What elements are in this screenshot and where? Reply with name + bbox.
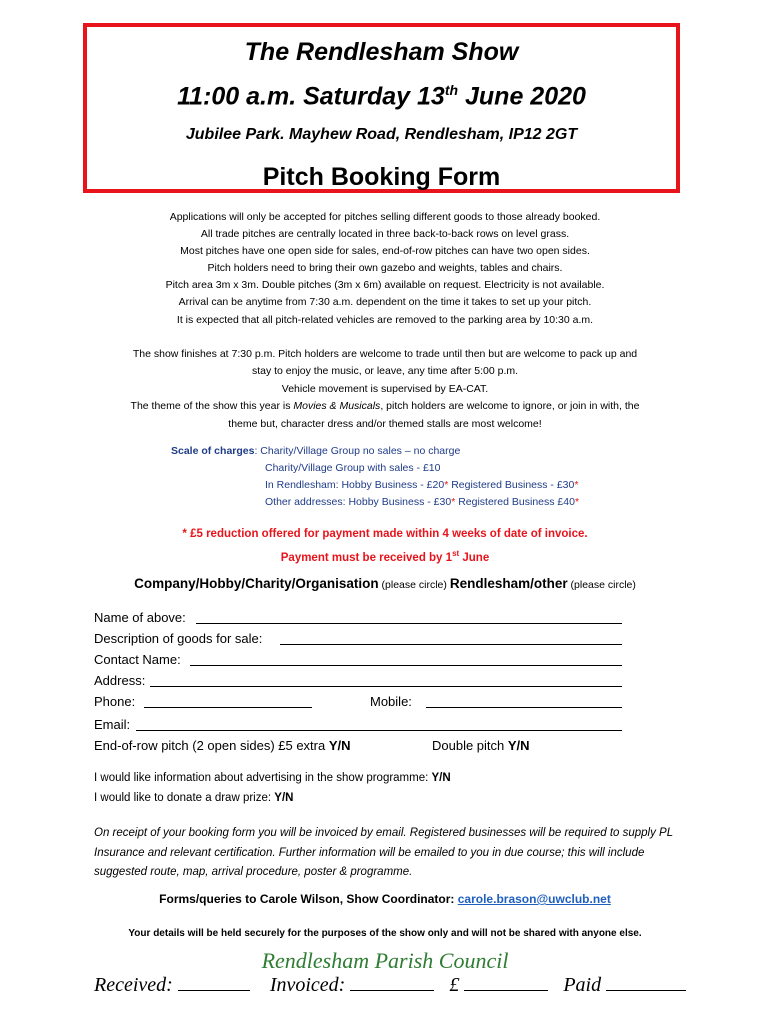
show-info-text <box>0 346 770 433</box>
address-label: Address: <box>94 673 146 688</box>
theme-line <box>0 398 770 415</box>
reduction-line: * £5 reduction offered for payment made within 4 weeks of date of invoice. <box>182 528 588 540</box>
show-info-line: stay to enjoy the music, or leave, any time after 5:00 p.m. <box>251 365 519 378</box>
show-date-main: 11:00 a.m. Saturday 13 <box>177 82 445 111</box>
asterisk: * <box>574 496 580 509</box>
payment-deadline <box>0 544 770 568</box>
company-type-line <box>0 576 770 591</box>
description-field[interactable] <box>280 630 622 645</box>
show-venue: Jubilee Park. Mayhew Road, Rendlesham, IP12 2GT <box>185 126 578 144</box>
email-label: Email: <box>94 717 131 732</box>
invoice-note: On receipt of your booking form you will be invoiced by email. Registered businesses will be required to supply PL Insurance and relevant certification. Further information will be emailed to you in due course; this will include suggested route, map, arrival procedure, poster & programme. <box>94 827 673 878</box>
description-label: Description of goods for sale: <box>94 631 263 646</box>
received-field[interactable] <box>178 976 250 991</box>
prize-label: I would like to donate a draw prize: <box>94 792 275 804</box>
charge-hobby: Other addresses: Hobby Business - £30 <box>265 496 452 509</box>
advertising-line <box>94 768 451 788</box>
scale-of-charges <box>171 443 579 511</box>
contact-row <box>94 649 634 670</box>
double-pitch-choice[interactable]: Y/N <box>507 738 530 753</box>
please-circle-note: (please circle) <box>567 579 636 591</box>
deadline-suffix: st <box>452 549 460 558</box>
office-use-footer <box>94 974 686 997</box>
end-row-choice[interactable]: Y/N <box>328 738 351 753</box>
charge-line <box>171 494 579 511</box>
show-info-line: The show finishes at 7:30 p.m. Pitch holders are welcome to trade until then but are welcome to pack up and <box>132 348 638 360</box>
mobile-label: Mobile: <box>370 694 412 709</box>
paid-label: Paid <box>563 974 602 996</box>
council-logo-text: Rendlesham Parish Council <box>261 948 509 973</box>
deadline-pre: Payment must be received by 1 <box>280 551 453 564</box>
intro-line: Most pitches have one open side for sales, end-of-row pitches can have two open sides. <box>180 245 590 258</box>
name-field[interactable] <box>196 609 622 624</box>
location-options[interactable]: Rendlesham/other <box>449 576 568 591</box>
address-row <box>94 670 634 691</box>
show-info-line: theme but, character dress and/or themed stalls are most welcome! <box>228 417 542 430</box>
charge-line: Charity/Village Group with sales - £10 <box>265 462 441 475</box>
show-date-month: June 2020 <box>458 82 586 111</box>
charge-registered: Registered Business - £30 <box>448 479 575 492</box>
header-box <box>83 23 680 193</box>
address-field[interactable] <box>150 672 622 687</box>
show-date <box>87 71 676 115</box>
phone-row <box>94 691 634 712</box>
charge-line <box>171 477 579 494</box>
description-row <box>94 628 634 649</box>
show-info-line: Vehicle movement is supervised by EA-CAT. <box>281 382 489 395</box>
intro-text <box>0 209 770 329</box>
intro-line: All trade pitches are centrally located in three back-to-back rows on level grass. <box>200 228 570 241</box>
theme-post: , pitch holders are welcome to ignore, or join in with, the <box>380 400 640 413</box>
company-type-options[interactable]: Company/Hobby/Charity/Organisation <box>134 576 379 591</box>
contact-field[interactable] <box>190 651 622 666</box>
charges-label: Scale of charges <box>171 445 255 457</box>
intro-line: Pitch holders need to bring their own gazebo and weights, tables and chairs. <box>207 262 563 275</box>
reduction-notice <box>0 524 770 568</box>
email-field[interactable] <box>136 716 622 731</box>
name-label: Name of above: <box>94 610 186 625</box>
pitch-options-row <box>94 735 634 756</box>
email-row <box>94 714 634 735</box>
theme-pre: The theme of the show this year is <box>130 400 294 413</box>
charge-registered: Registered Business £40 <box>455 496 575 509</box>
intro-line: It is expected that all pitch-related vehicles are removed to the parking area by 10:30 a.m. <box>176 313 594 326</box>
extra-info <box>94 768 451 808</box>
form-title: Pitch Booking Form <box>262 163 501 192</box>
invoiced-label: Invoiced: <box>269 974 346 996</box>
prize-choice[interactable]: Y/N <box>274 792 294 804</box>
contact-label: Contact Name: <box>94 652 181 667</box>
phone-field[interactable] <box>144 693 312 708</box>
charge-line: : Charity/Village Group no sales – no charge <box>254 445 461 457</box>
intro-line: Pitch area 3m x 3m. Double pitches (3m x 6m) available on request. Electricity is not available. <box>165 279 605 292</box>
paid-field[interactable] <box>606 976 686 991</box>
double-pitch-label: Double pitch <box>432 738 508 753</box>
booking-form <box>94 607 634 756</box>
amount-label: £ <box>449 974 460 996</box>
name-row <box>94 607 634 628</box>
show-title: The Rendlesham Show <box>244 38 519 66</box>
intro-line: Arrival can be anytime from 7:30 a.m. dependent on the time it takes to set up your pitch. <box>178 296 592 309</box>
prize-line <box>94 788 451 808</box>
received-label: Received: <box>94 974 173 996</box>
contact-line <box>0 892 770 906</box>
show-date-suffix: th <box>444 82 459 98</box>
intro-line: Applications will only be accepted for pitches selling different goods to those already booked. <box>169 211 601 223</box>
double-pitch-option <box>432 735 530 756</box>
please-circle-note: (please circle) <box>378 579 450 591</box>
charge-hobby: In Rendlesham: Hobby Business - £20 <box>265 479 445 492</box>
contact-text: Forms/queries to Carole Wilson, Show Coordinator: <box>159 892 458 906</box>
privacy-notice: Your details will be held securely for the purposes of the show only and will not be shared with anyone else. <box>128 928 642 939</box>
advertising-choice[interactable]: Y/N <box>431 772 451 784</box>
asterisk: * <box>451 496 456 509</box>
theme-name: Movies & Musicals <box>293 400 381 413</box>
mobile-field[interactable] <box>426 693 622 708</box>
amount-field[interactable] <box>464 976 548 991</box>
invoiced-field[interactable] <box>350 976 434 991</box>
phone-label: Phone: <box>94 694 136 709</box>
contact-email-link[interactable]: carole.brason@uwclub.net <box>457 892 611 906</box>
deadline-month: June <box>459 551 490 564</box>
asterisk: * <box>444 479 449 492</box>
end-row-label: End-of-row pitch (2 open sides) £5 extra <box>94 738 329 753</box>
asterisk: * <box>574 479 579 492</box>
advertising-label: I would like information about advertising in the show programme: <box>94 772 432 784</box>
